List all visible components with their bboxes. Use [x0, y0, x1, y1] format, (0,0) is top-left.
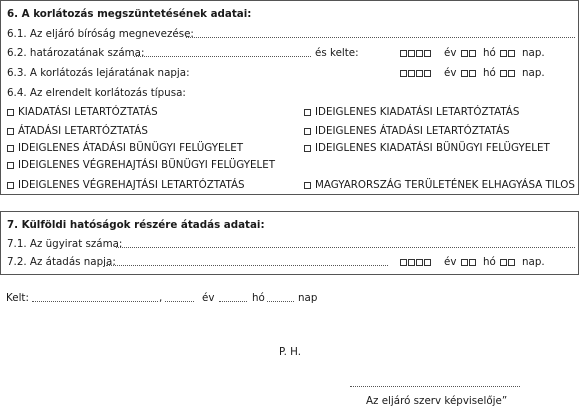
option-kiadatasi-letartoztatas[interactable]: KIADATÁSI LETARTÓZTATÁS — [7, 107, 158, 117]
checkbox[interactable] — [304, 145, 311, 152]
section-6-box — [0, 0, 579, 195]
checkbox[interactable] — [304, 182, 311, 189]
kelt-year-field[interactable] — [165, 301, 194, 302]
handover-date-field[interactable] — [106, 265, 388, 266]
day-word: nap. — [522, 47, 545, 59]
signature-caption: Az eljáró szerv képviselője” — [366, 395, 508, 407]
checkbox[interactable] — [7, 182, 14, 189]
expiry-label: 6.3. A korlátozás lejáratának napja: — [7, 67, 190, 79]
year-boxes — [400, 68, 432, 78]
kelt-label: Kelt: — [6, 292, 29, 304]
year-word: év — [444, 256, 457, 268]
day-word: nap. — [522, 67, 545, 79]
option-atadasi-letartoztatas[interactable]: ÁTADÁSI LETARTÓZTATÁS — [7, 126, 148, 136]
court-field[interactable] — [186, 37, 575, 38]
handover-date-label: 7.2. Az átadás napja: — [7, 256, 116, 268]
case-number-field[interactable] — [116, 247, 575, 248]
signature-line[interactable] — [350, 386, 520, 387]
day-word: nap. — [522, 256, 545, 268]
decision-date-label: és kelte: — [315, 47, 359, 59]
decision-number-label: 6.2. határozatának száma: — [7, 47, 145, 59]
section-6-title: 6. A korlátozás megszüntetésének adatai: — [7, 8, 252, 20]
year-boxes — [400, 48, 432, 58]
case-number-label: 7.1. Az ügyirat száma: — [7, 238, 123, 250]
kelt-place-field[interactable] — [32, 301, 158, 302]
section-7-title: 7. Külföldi hatóságok részére átadás adatai: — [7, 219, 265, 231]
month-word: hó — [483, 67, 496, 79]
option-ideiglenes-atadasi-letartoztatas[interactable]: IDEIGLENES ÁTADÁSI LETARTÓZTATÁS — [304, 126, 510, 136]
restriction-type-label: 6.4. Az elrendelt korlátozás típusa: — [7, 87, 186, 99]
year-boxes — [400, 257, 432, 267]
section-7-box — [0, 211, 579, 275]
year-word: év — [444, 47, 457, 59]
option-ideiglenes-vegrehajtasi-bunugyi-felugyelet[interactable]: IDEIGLENES VÉGREHAJTÁSI BÜNÜGYI FELÜGYELET — [7, 160, 275, 170]
option-ideiglenes-atadasi-bunugyi-felugyelet[interactable]: IDEIGLENES ÁTADÁSI BÜNÜGYI FELÜGYELET — [7, 143, 243, 153]
kelt-month-field[interactable] — [219, 301, 247, 302]
day-boxes — [500, 68, 516, 78]
month-word: hó — [483, 47, 496, 59]
option-magyarorszag-elhagyasa-tilos[interactable]: MAGYARORSZÁG TERÜLETÉNEK ELHAGYÁSA TILOS — [304, 180, 575, 190]
kelt-day-field[interactable] — [267, 301, 294, 302]
court-label: 6.1. Az eljáró bíróság megnevezése: — [7, 28, 194, 40]
month-word: hó — [483, 256, 496, 268]
checkbox[interactable] — [7, 145, 14, 152]
checkbox[interactable] — [7, 128, 14, 135]
kelt-year-word: év — [202, 292, 215, 304]
checkbox[interactable] — [7, 109, 14, 116]
month-boxes — [461, 48, 477, 58]
option-ideiglenes-kiadatasi-bunugyi-felugyelet[interactable]: IDEIGLENES KIADATÁSI BÜNÜGYI FELÜGYELET — [304, 143, 550, 153]
kelt-day-word: nap — [298, 292, 318, 304]
decision-number-field[interactable] — [134, 56, 311, 57]
year-word: év — [444, 67, 457, 79]
checkbox[interactable] — [304, 128, 311, 135]
option-ideiglenes-kiadatasi-letartoztatas[interactable]: IDEIGLENES KIADATÁSI LETARTÓZTATÁS — [304, 107, 519, 117]
comma: , — [159, 292, 163, 304]
option-ideiglenes-vegrehajtasi-letartoztatas[interactable]: IDEIGLENES VÉGREHAJTÁSI LETARTÓZTATÁS — [7, 180, 245, 190]
day-boxes — [500, 48, 516, 58]
day-boxes — [500, 257, 516, 267]
month-boxes — [461, 257, 477, 267]
stamp-placeholder: P. H. — [279, 346, 301, 358]
kelt-month-word: hó — [252, 292, 265, 304]
checkbox[interactable] — [7, 162, 14, 169]
month-boxes — [461, 68, 477, 78]
checkbox[interactable] — [304, 109, 311, 116]
